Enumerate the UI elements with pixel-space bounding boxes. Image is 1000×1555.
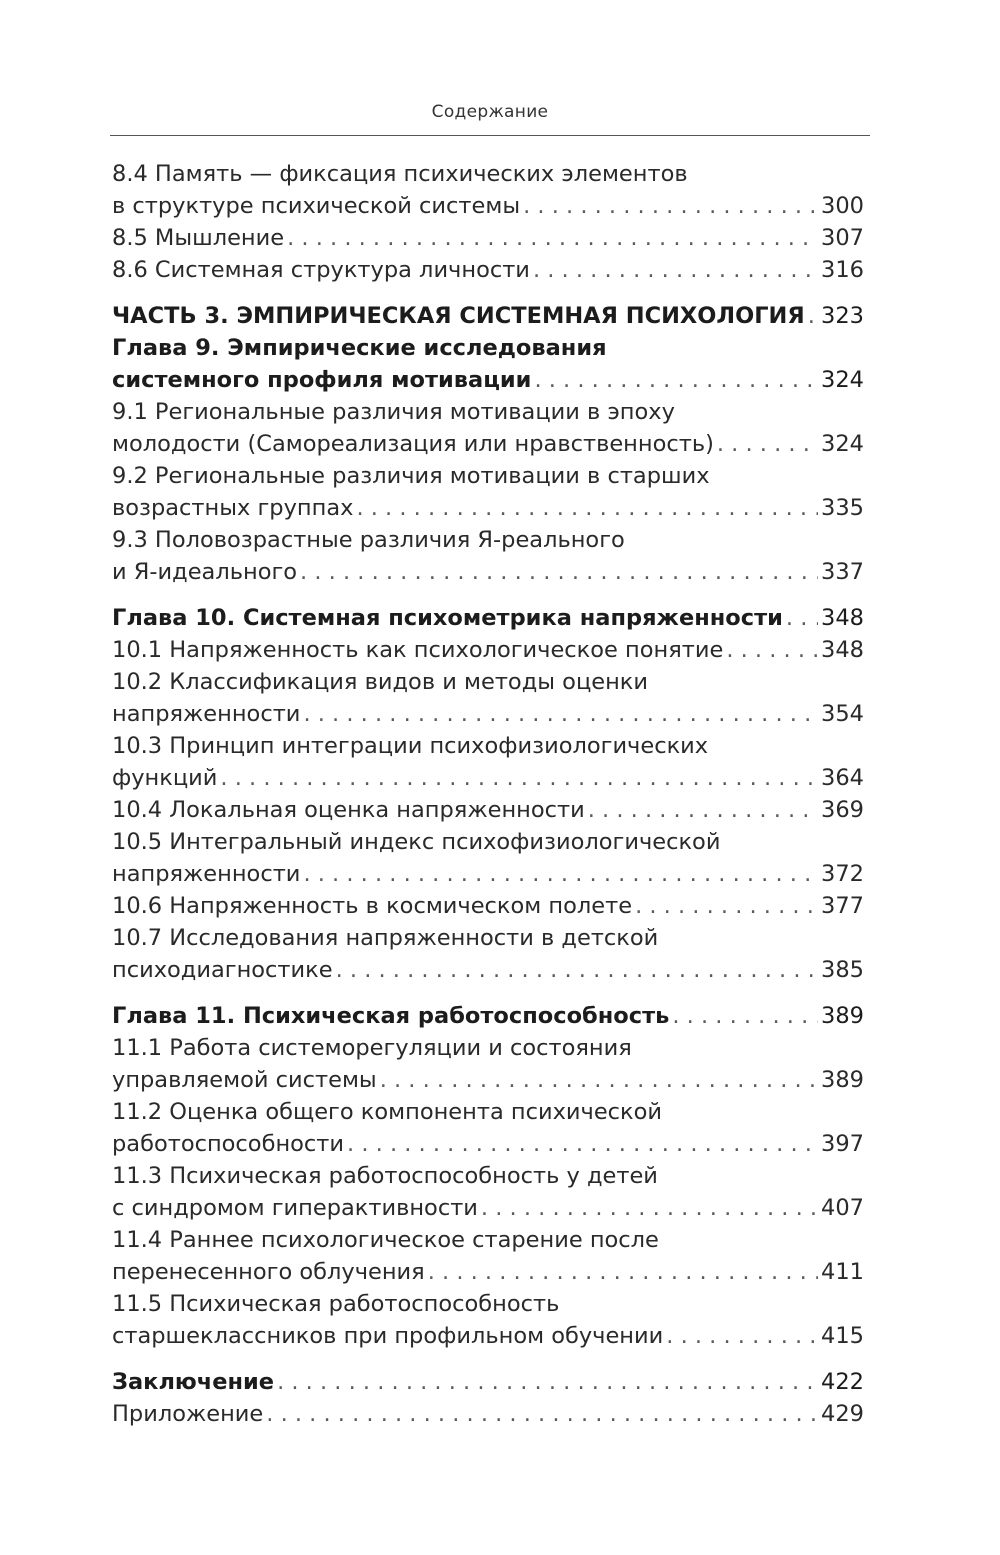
toc-entry[interactable] (112, 1398, 864, 1430)
toc-entry-title-line: работоспособности (112, 1131, 345, 1157)
toc-page-number: 389 (821, 1067, 864, 1093)
toc-entry-row (112, 556, 864, 588)
toc-entry[interactable] (112, 794, 864, 826)
toc-entry-row (112, 890, 864, 922)
toc-entry-title-line: функций (112, 765, 218, 791)
dot-leader (481, 1192, 818, 1224)
toc-entry-row (112, 762, 864, 794)
toc-entry-row (112, 794, 864, 826)
toc-page-number: 354 (821, 701, 864, 727)
toc-entry-title-line: психодиагностике (112, 957, 333, 983)
toc-entry-row (112, 858, 864, 890)
toc-entry[interactable] (112, 1096, 864, 1160)
toc-entry-title-line: 10.1 Напряженность как психологическое понятие (112, 637, 724, 663)
toc-entry-row (112, 1192, 864, 1224)
toc-entry-row (112, 1398, 864, 1430)
toc-entry[interactable] (112, 300, 864, 332)
toc-entry[interactable] (112, 1366, 864, 1398)
dot-leader (220, 762, 818, 794)
running-header: Содержание (431, 102, 549, 122)
dot-leader (356, 492, 818, 524)
toc-page-number: 364 (821, 765, 864, 791)
toc-entry-title-line: ЧАСТЬ 3. ЭМПИРИЧЕСКАЯ СИСТЕМНАЯ ПСИХОЛОГИЯ (112, 303, 805, 329)
dot-leader (523, 190, 818, 222)
toc-entry-title-line: 10.7 Исследования напряженности в детской (112, 925, 659, 951)
dot-leader (428, 1256, 818, 1288)
toc-page-number: 348 (821, 605, 864, 631)
toc-entry-title-line: возрастных группах (112, 495, 354, 521)
dot-leader (287, 222, 818, 254)
toc-entry-title-line: 8.6 Системная структура личности (112, 257, 530, 283)
toc-entry-row (112, 254, 864, 286)
toc-entry[interactable] (112, 666, 864, 730)
toc-entry[interactable] (112, 222, 864, 254)
toc-entry-title-line: Глава 10. Системная психометрика напряженности (112, 605, 783, 631)
toc-entry-title-line: 9.2 Региональные различия мотивации в старших (112, 463, 710, 489)
toc-page-number: 407 (821, 1195, 864, 1221)
toc-page-number: 348 (821, 637, 864, 663)
toc-entry-title-line: 11.3 Психическая работоспособность у детей (112, 1163, 658, 1189)
toc-entry[interactable] (112, 1032, 864, 1096)
toc-entry-title-line: Заключение (112, 1369, 275, 1395)
toc-entry[interactable] (112, 890, 864, 922)
toc-entry-title-line: 10.4 Локальная оценка напряженности (112, 797, 585, 823)
dot-leader (533, 254, 818, 286)
toc-page-number: 385 (821, 957, 864, 983)
toc-entry-title-line: напряженности (112, 861, 301, 887)
toc-page-number: 300 (821, 193, 864, 219)
toc-entry-row (112, 634, 864, 666)
toc-entry-title-line: 9.1 Региональные различия мотивации в эпоху (112, 399, 675, 425)
toc-entry-title-line: с синдромом гиперактивности (112, 1195, 478, 1221)
toc-entry-title-line: Приложение (112, 1401, 264, 1427)
dot-leader (303, 858, 818, 890)
toc-entry-row (112, 1128, 864, 1160)
toc-entry-row (112, 1320, 864, 1352)
toc-page-number: 389 (821, 1003, 864, 1029)
toc-page-number: 429 (821, 1401, 864, 1427)
toc-page-number: 397 (821, 1131, 864, 1157)
toc-entry[interactable] (112, 254, 864, 286)
toc-entry[interactable] (112, 1224, 864, 1288)
toc-entry-row (112, 1064, 864, 1096)
toc-page-number: 372 (821, 861, 864, 887)
toc-entry-title-line: управляемой системы (112, 1067, 377, 1093)
toc-entry-title-line: 10.6 Напряженность в космическом полете (112, 893, 633, 919)
toc-entry[interactable] (112, 396, 864, 460)
dot-leader (786, 602, 818, 634)
toc-entry-row (112, 1366, 864, 1398)
dot-leader (380, 1064, 818, 1096)
dot-leader (347, 1128, 818, 1160)
toc-entry[interactable] (112, 524, 864, 588)
toc-entry[interactable] (112, 1000, 864, 1032)
toc-page-number: 369 (821, 797, 864, 823)
toc-entry-title-line: 11.1 Работа системорегуляции и состояния (112, 1035, 632, 1061)
header-rule (110, 135, 870, 136)
table-of-contents (112, 158, 864, 1430)
toc-entry-title-line: 10.2 Классификация видов и методы оценки (112, 669, 649, 695)
toc-entry-title-line: 11.2 Оценка общего компонента психической (112, 1099, 663, 1125)
toc-entry[interactable] (112, 1160, 864, 1224)
toc-entry-title-line: и Я-идеального (112, 559, 298, 585)
dot-leader (303, 698, 818, 730)
toc-page-number: 323 (821, 303, 864, 329)
dot-leader (672, 1000, 818, 1032)
toc-entry-row (112, 1000, 864, 1032)
toc-page-number: 411 (821, 1259, 864, 1285)
toc-entry-title-line: 8.4 Память — фиксация психических элементов (112, 161, 688, 187)
dot-leader (534, 364, 818, 396)
toc-entry-title-line: системного профиля мотивации (112, 367, 532, 393)
dot-leader (336, 954, 818, 986)
toc-entry-row (112, 222, 864, 254)
toc-page-number: 307 (821, 225, 864, 251)
toc-entry[interactable] (112, 332, 864, 396)
toc-entry-row (112, 954, 864, 986)
toc-entry-row (112, 1256, 864, 1288)
toc-entry-row (112, 190, 864, 222)
toc-page-number: 324 (821, 367, 864, 393)
toc-entry[interactable] (112, 602, 864, 634)
toc-entry[interactable] (112, 158, 864, 222)
toc-entry-title-line: 10.3 Принцип интеграции психофизиологических (112, 733, 709, 759)
toc-entry-title-line: 8.5 Мышление (112, 225, 285, 251)
dot-leader (666, 1320, 818, 1352)
toc-entry-title-line: 11.5 Психическая работоспособность (112, 1291, 560, 1317)
toc-entry-title-line: напряженности (112, 701, 301, 727)
toc-entry-title-line: молодости (Самореализация или нравственность) (112, 431, 714, 457)
toc-entry-title-line: старшеклассников при профильном обучении (112, 1323, 664, 1349)
dot-leader (277, 1366, 818, 1398)
toc-entry[interactable] (112, 460, 864, 524)
toc-entry-title-line: перенесенного облучения (112, 1259, 425, 1285)
dot-leader (300, 556, 818, 588)
toc-entry[interactable] (112, 922, 864, 986)
toc-page-number: 337 (821, 559, 864, 585)
toc-entry-title-line: 9.3 Половозрастные различия Я-реального (112, 527, 625, 553)
toc-page-number: 324 (821, 431, 864, 457)
toc-entry[interactable] (112, 634, 864, 666)
toc-entry-title-line: 10.5 Интегральный индекс психофизиологической (112, 829, 721, 855)
toc-page-number: 377 (821, 893, 864, 919)
dot-leader (635, 890, 818, 922)
dot-leader (266, 1398, 818, 1430)
toc-entry-title-line: 11.4 Раннее психологическое старение после (112, 1227, 659, 1253)
toc-entry-row (112, 428, 864, 460)
toc-entry-row (112, 300, 864, 332)
toc-entry[interactable] (112, 826, 864, 890)
toc-page-number: 415 (821, 1323, 864, 1349)
toc-entry-title-line: Глава 11. Психическая работоспособность (112, 1003, 670, 1029)
toc-page-number: 316 (821, 257, 864, 283)
toc-entry-row (112, 364, 864, 396)
toc-entry[interactable] (112, 1288, 864, 1352)
dot-leader (588, 794, 818, 826)
toc-entry-row (112, 602, 864, 634)
dot-leader (717, 428, 818, 460)
toc-entry-title-line: Глава 9. Эмпирические исследования (112, 335, 607, 361)
toc-entry[interactable] (112, 730, 864, 794)
toc-entry-row (112, 698, 864, 730)
toc-page-number: 422 (821, 1369, 864, 1395)
toc-entry-title-line: в структуре психической системы (112, 193, 521, 219)
toc-page-number: 335 (821, 495, 864, 521)
dot-leader (808, 300, 818, 332)
dot-leader (726, 634, 818, 666)
toc-entry-row (112, 492, 864, 524)
